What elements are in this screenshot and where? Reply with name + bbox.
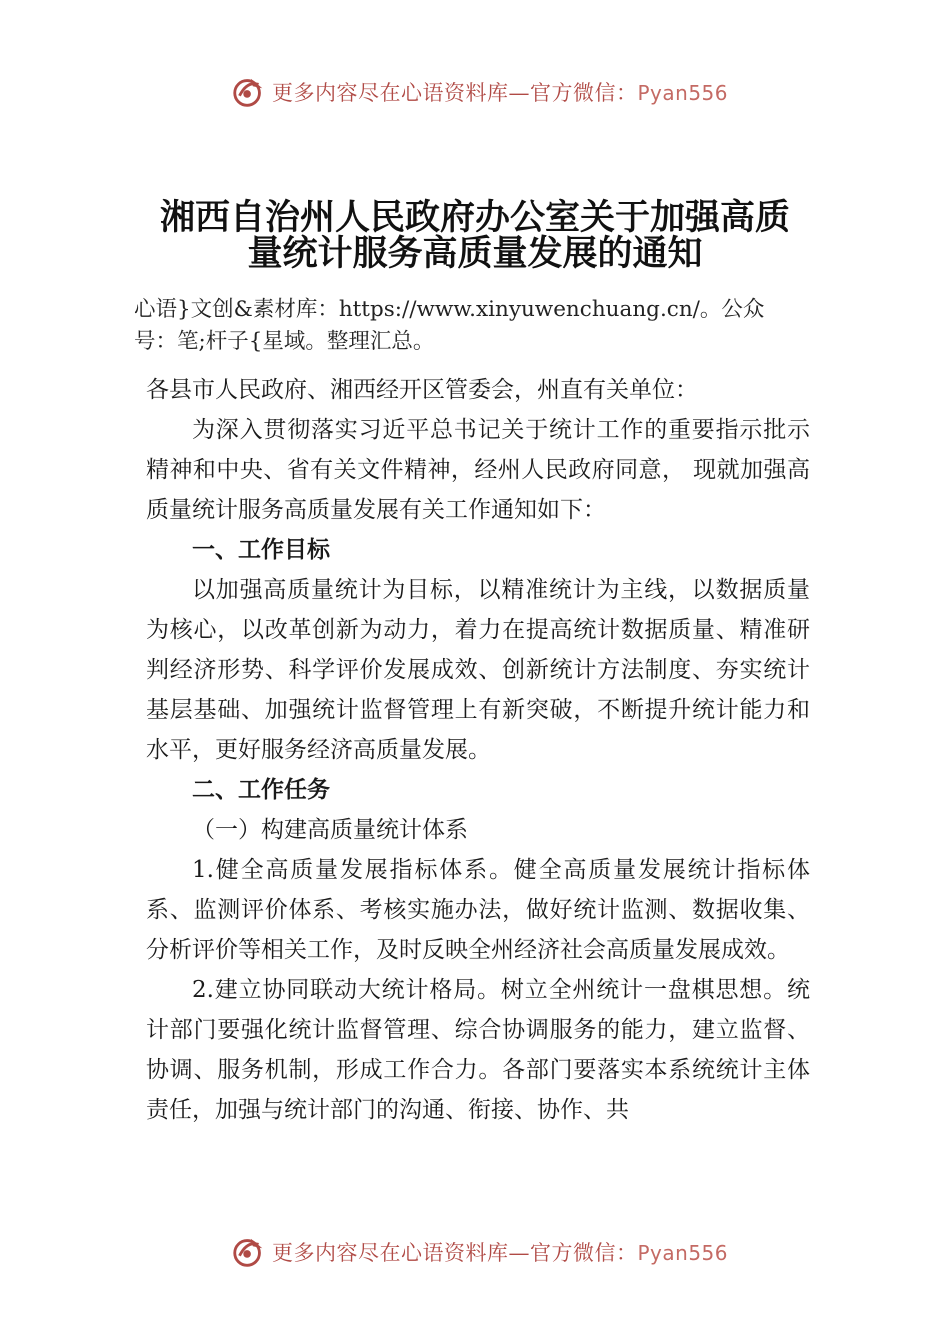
task-item-2: 2.建立协同联动大统计格局。树立全州统计一盘棋思想。统计部门要强化统计监督管理、综合协调服务的能力，建立监督、协调、服务机制，形成工作合力。各部门要落实本系统统计主体责任，加强与统计部门的沟通、衔接、协作、共 xyxy=(146,977,810,1123)
document-title xyxy=(140,197,810,274)
section-heading-1: 一、工作目标 xyxy=(192,537,330,563)
goal-paragraph: 以加强高质量统计为目标，以精准统计为主线，以数据质量为核心，以改革创新为动力，着力在提高统计数据质量、精准研判经济形势、科学评价发展成效、创新统计方法制度、夯实统计基层基础、加强统计监督管理上有新突破，不断提升统计能力和水平，更好服务经济高质量发展。 xyxy=(146,577,810,763)
intro-paragraph: 为深入贯彻落实习近平总书记关于统计工作的重要指示批示精神和中央、省有关文件精神，经州人民政府同意， 现就加强高质量统计服务高质量发展有关工作通知如下： xyxy=(146,417,810,523)
task-item-1: 1.健全高质量发展指标体系。健全高质量发展统计指标体系、监测评价体系、考核实施办法，做好统计监测、数据收集、分析评价等相关工作，及时反映全州经济社会高质量发展成效。 xyxy=(146,857,810,963)
footer-watermark-banner xyxy=(230,1232,750,1272)
banner-text: 更多内容尽在心语资料库 xyxy=(272,1241,509,1265)
document-body xyxy=(146,370,810,1130)
banner-wechat-id: Pyan556 xyxy=(637,1241,729,1265)
subsection-heading-1: （一）构建高质量统计体系 xyxy=(192,817,468,843)
logo-icon xyxy=(230,73,268,111)
banner-dash: — xyxy=(508,81,530,105)
banner-wechat-id: Pyan556 xyxy=(637,81,729,105)
section-heading-2: 二、工作任务 xyxy=(192,777,330,803)
title-line-1: 湘西自治州人民政府办公室关于加强高质 xyxy=(159,197,790,238)
source-note xyxy=(134,294,834,358)
source-line-2: 号：笔;杆子{星域。整理汇总。 xyxy=(134,329,435,354)
banner-dash: — xyxy=(508,1241,530,1265)
header-watermark-banner xyxy=(230,72,750,112)
banner-text: 更多内容尽在心语资料库 xyxy=(272,81,509,105)
salutation: 各县市人民政府、湘西经开区管委会，州直有关单位： xyxy=(146,377,698,403)
logo-icon xyxy=(230,1233,268,1271)
title-line-2: 量统计服务高质量发展的通知 xyxy=(247,233,703,274)
source-line-1: 心语}文创&素材库：https://www.xinyuwenchuang.cn/。公众 xyxy=(134,297,765,322)
banner-wechat-label: 官方微信： xyxy=(530,81,638,105)
banner-wechat-label: 官方微信： xyxy=(530,1241,638,1265)
